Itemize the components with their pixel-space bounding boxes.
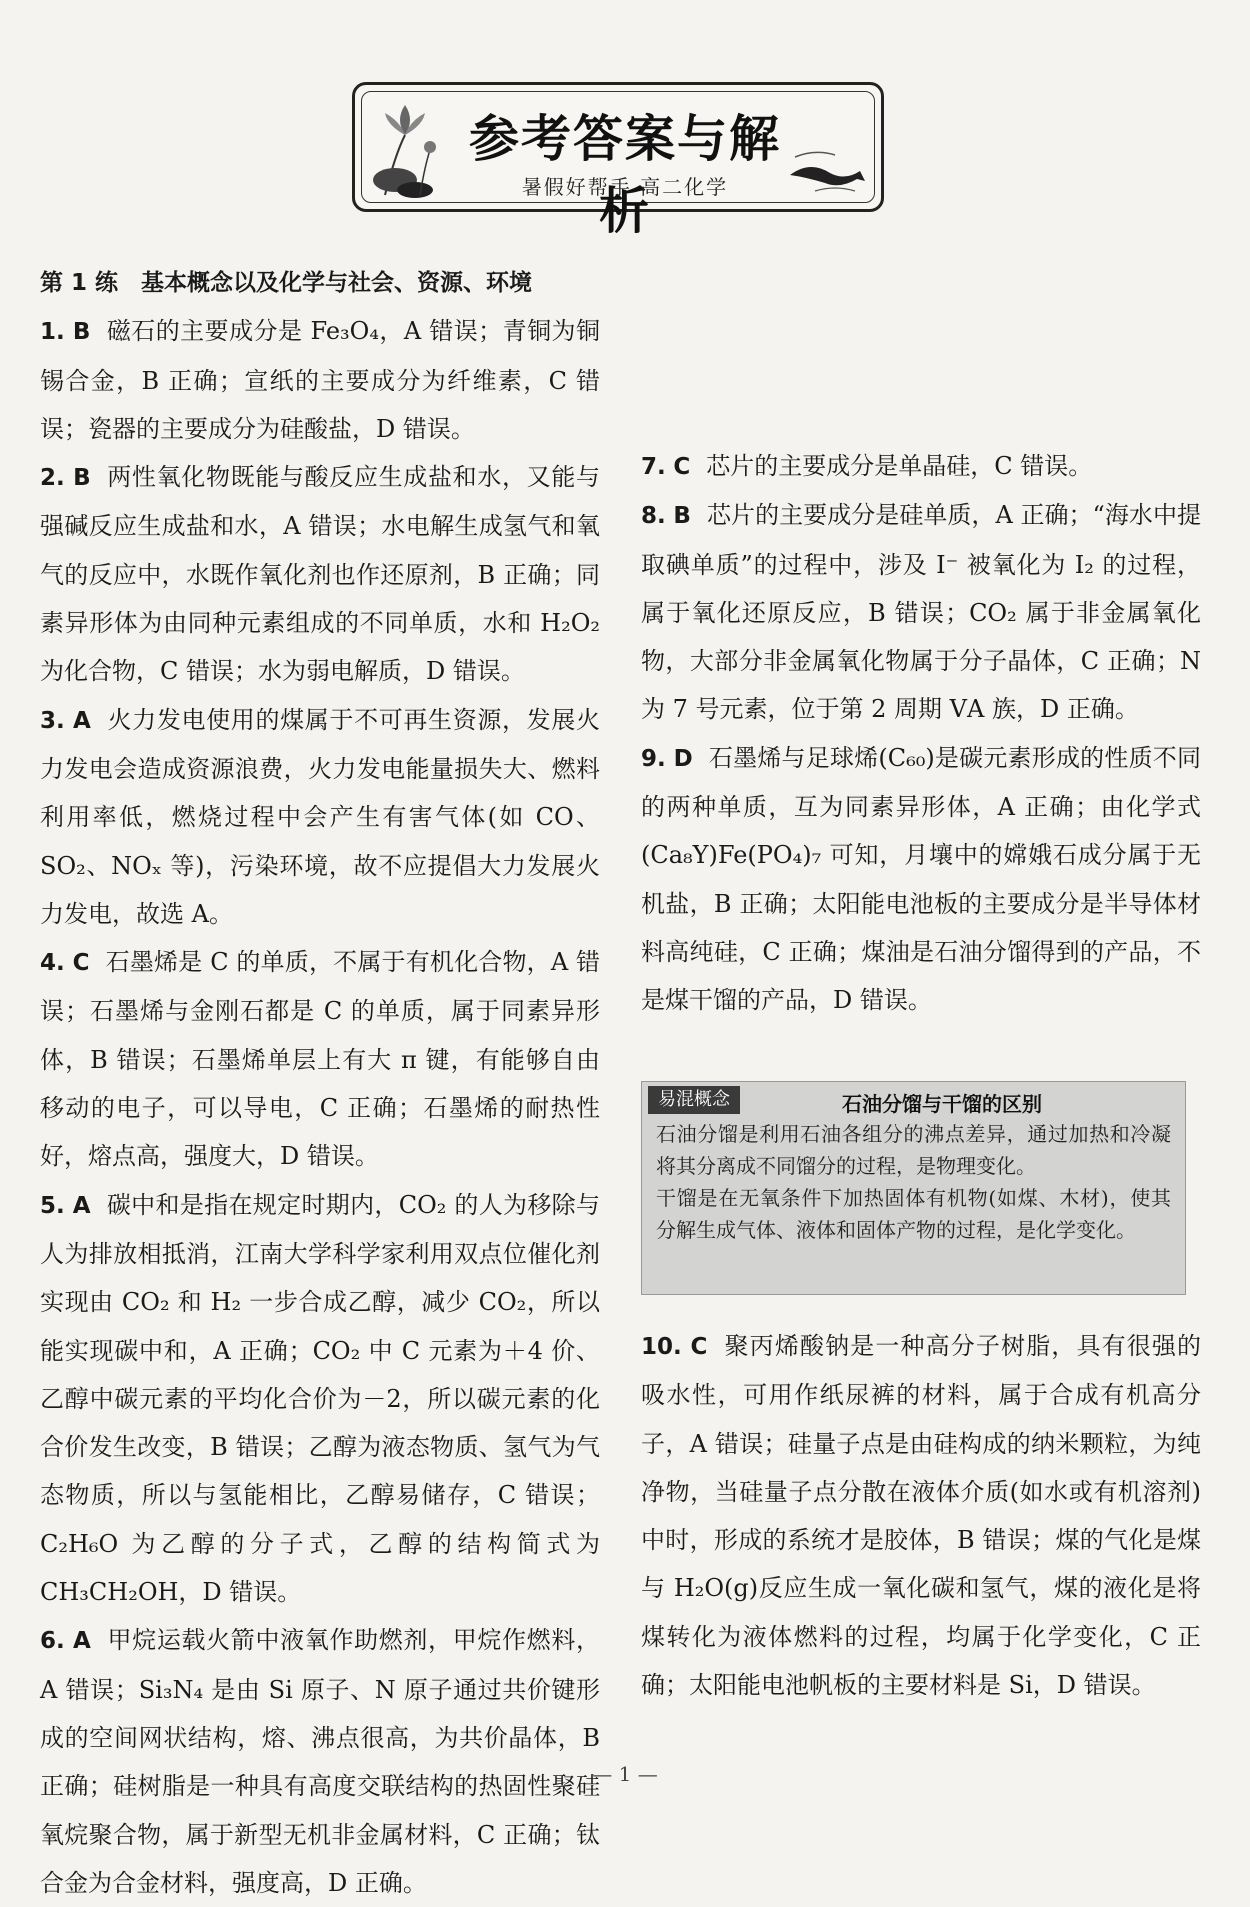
question-number: 4.	[40, 950, 65, 977]
question-number: 9.	[641, 745, 666, 772]
answer-explanation: 两性氧化物既能与酸反应生成盐和水，又能与强碱反应生成盐和水，A 错误；水电解生成氢气和氧气的反应中，水既作氧化剂也作还原剂，B 正确；同素异形体为由同种元素组成的不同单质，水和 H₂O₂ 为化合物，C 错误；水为弱电解质，D 错误。	[40, 463, 600, 686]
box-body	[642, 1116, 1185, 1246]
confusion-concept-box	[641, 1081, 1186, 1295]
answer-item-4	[40, 938, 600, 1180]
question-number: 2.	[40, 465, 65, 492]
question-number: 7.	[641, 454, 666, 480]
question-answer: D	[673, 745, 693, 772]
box-paragraph-2: 干馏是在无氧条件下加热固体有机物(如煤、木材)，使其分解生成气体、液体和固体产物的过程，是化学变化。	[656, 1186, 1171, 1242]
answer-explanation: 磁石的主要成分是 Fe₃O₄，A 错误；青铜为铜锡合金，B 正确；宣纸的主要成分为纤维素，C 错误；瓷器的主要成分为硅酸盐，D 错误。	[40, 317, 600, 443]
banner-title: 参考答案与解析	[469, 110, 781, 240]
answer-item-6	[40, 1616, 600, 1907]
right-column	[641, 1322, 1201, 1709]
question-answer: B	[72, 319, 91, 346]
answer-explanation: 芯片的主要成分是硅单质，A 正确；“海水中提取碘单质”的过程中，涉及 I⁻ 被氧化为 I₂ 的过程，属于氧化还原反应，B 错误；CO₂ 属于非金属氧化物，大部分非金属氧化物属于分子晶体，C 正确；N 为 7 号元素，位于第 2 周期 ⅤA 族，D 正确。	[641, 501, 1201, 724]
banner-subtitle: 暑假好帮手 高二化学	[521, 175, 729, 199]
question-answer: A	[73, 707, 91, 734]
answer-explanation: 石墨烯与足球烯(C₆₀)是碳元素形成的性质不同的两种单质，互为同素异形体，A 正确；由化学式(Ca₈Y)Fe(PO₄)₇ 可知，月壤中的嫦娥石成分属于无机盐，B 正确；太阳能电池板的主要成分是半导体材料高纯硅，C 正确；煤油是石油分馏得到的产品，不是煤干馏的产品，D 错误。	[641, 743, 1201, 1015]
answer-item-2	[40, 453, 600, 695]
box-title: 石油分馏与干馏的区别	[842, 1092, 1042, 1116]
question-number: 1.	[40, 319, 65, 346]
box-tag: 易混概念	[648, 1086, 740, 1114]
box-paragraph-1: 石油分馏是利用石油各组分的沸点差异，通过加热和冷凝将其分离成不同馏分的过程，是物理变化。	[656, 1122, 1171, 1178]
question-answer: A	[72, 1192, 91, 1219]
question-answer: B	[73, 465, 91, 492]
question-answer: C	[72, 950, 90, 977]
left-column	[40, 258, 600, 1907]
answer-item-5	[40, 1181, 600, 1617]
answer-item-1	[40, 307, 600, 453]
question-number: 3.	[40, 707, 65, 734]
page-number: — 1 —	[592, 1762, 658, 1786]
answer-item-10	[641, 1322, 1201, 1709]
answer-item-9	[641, 734, 1201, 1025]
header-banner	[352, 82, 884, 240]
answer-item-3	[40, 696, 600, 938]
answer-explanation: 芯片的主要成分是单晶硅，C 错误。	[706, 452, 1093, 480]
answer-explanation: 碳中和是指在规定时期内，CO₂ 的人为移除与人为排放相抵消，江南大学科学家利用双点位催化剂实现由 CO₂ 和 H₂ 一步合成乙醇，减少 CO₂，所以能实现碳中和，A 正确；CO₂ 中 C 元素为＋4 价、乙醇中碳元素的平均化合价为－2，所以碳元素的化合价发生改变，B 错误；乙醇为液态物质、氢气为气态物质，所以与氢能相比，乙醇易储存，C 错误；C₂H₆O 为乙醇的分子式，乙醇的结构简式为 CH₃CH₂OH，D 错误。	[40, 1190, 600, 1607]
section-title: 第 1 练 基本概念以及化学与社会、资源、环境	[40, 270, 533, 296]
question-number: 8.	[641, 503, 666, 530]
answer-explanation: 甲烷运载火箭中液氧作助燃剂，甲烷作燃料，A 错误；Si₃N₄ 是由 Si 原子、N 原子通过共价键形成的空间网状结构，熔、沸点很高，为共价晶体，B 正确；硅树脂是一种具有高度交联结构的热固性聚硅氧烷聚合物，属于新型无机非金属材料，C 正确；钛合金为合金材料，强度高，D 正确。	[40, 1626, 600, 1897]
answer-explanation: 聚丙烯酸钠是一种高分子树脂，具有很强的吸水性，可用作纸尿裤的材料，属于合成有机高分子，A 错误；硅量子点是由硅构成的纳米颗粒，为纯净物，当硅量子点分散在液体介质(如水或有机溶剂)中时，形成的系统才是胶体，B 错误；煤的气化是煤与 H₂O(g)反应生成一氧化碳和氢气，煤的液化是将煤转化为液体燃料的过程，均属于化学变化，C 正确；太阳能电池帆板的主要材料是 Si，D 错误。	[641, 1332, 1201, 1700]
question-answer: B	[673, 503, 691, 530]
answer-explanation: 火力发电使用的煤属于不可再生资源，发展火力发电会造成资源浪费，火力发电能量损失大、燃料利用率低，燃烧过程中会产生有害气体(如 CO、SO₂、NOₓ 等)，污染环境，故不应提倡大力发展火力发电，故选 A。	[40, 705, 600, 928]
answer-item-7	[641, 442, 1201, 491]
answer-item-8	[641, 491, 1201, 733]
question-number: 10.	[641, 1334, 682, 1360]
lotus-ink-icon	[365, 95, 445, 205]
question-answer: A	[73, 1628, 91, 1655]
question-number: 6.	[40, 1628, 65, 1655]
right-column-top	[641, 442, 1201, 1025]
fish-ink-icon	[785, 145, 870, 195]
box-header	[642, 1082, 1185, 1116]
question-number: 5.	[40, 1192, 65, 1219]
answer-explanation: 石墨烯是 C 的单质，不属于有机化合物，A 错误；石墨烯与金刚石都是 C 的单质，属于同素异形体，B 错误；石墨烯单层上有大 π 键，有能够自由移动的电子，可以导电，C 正确；石墨烯的耐热性好，熔点高，强度大，D 错误。	[40, 948, 600, 1171]
question-answer: C	[673, 454, 691, 480]
question-answer: C	[690, 1334, 708, 1360]
